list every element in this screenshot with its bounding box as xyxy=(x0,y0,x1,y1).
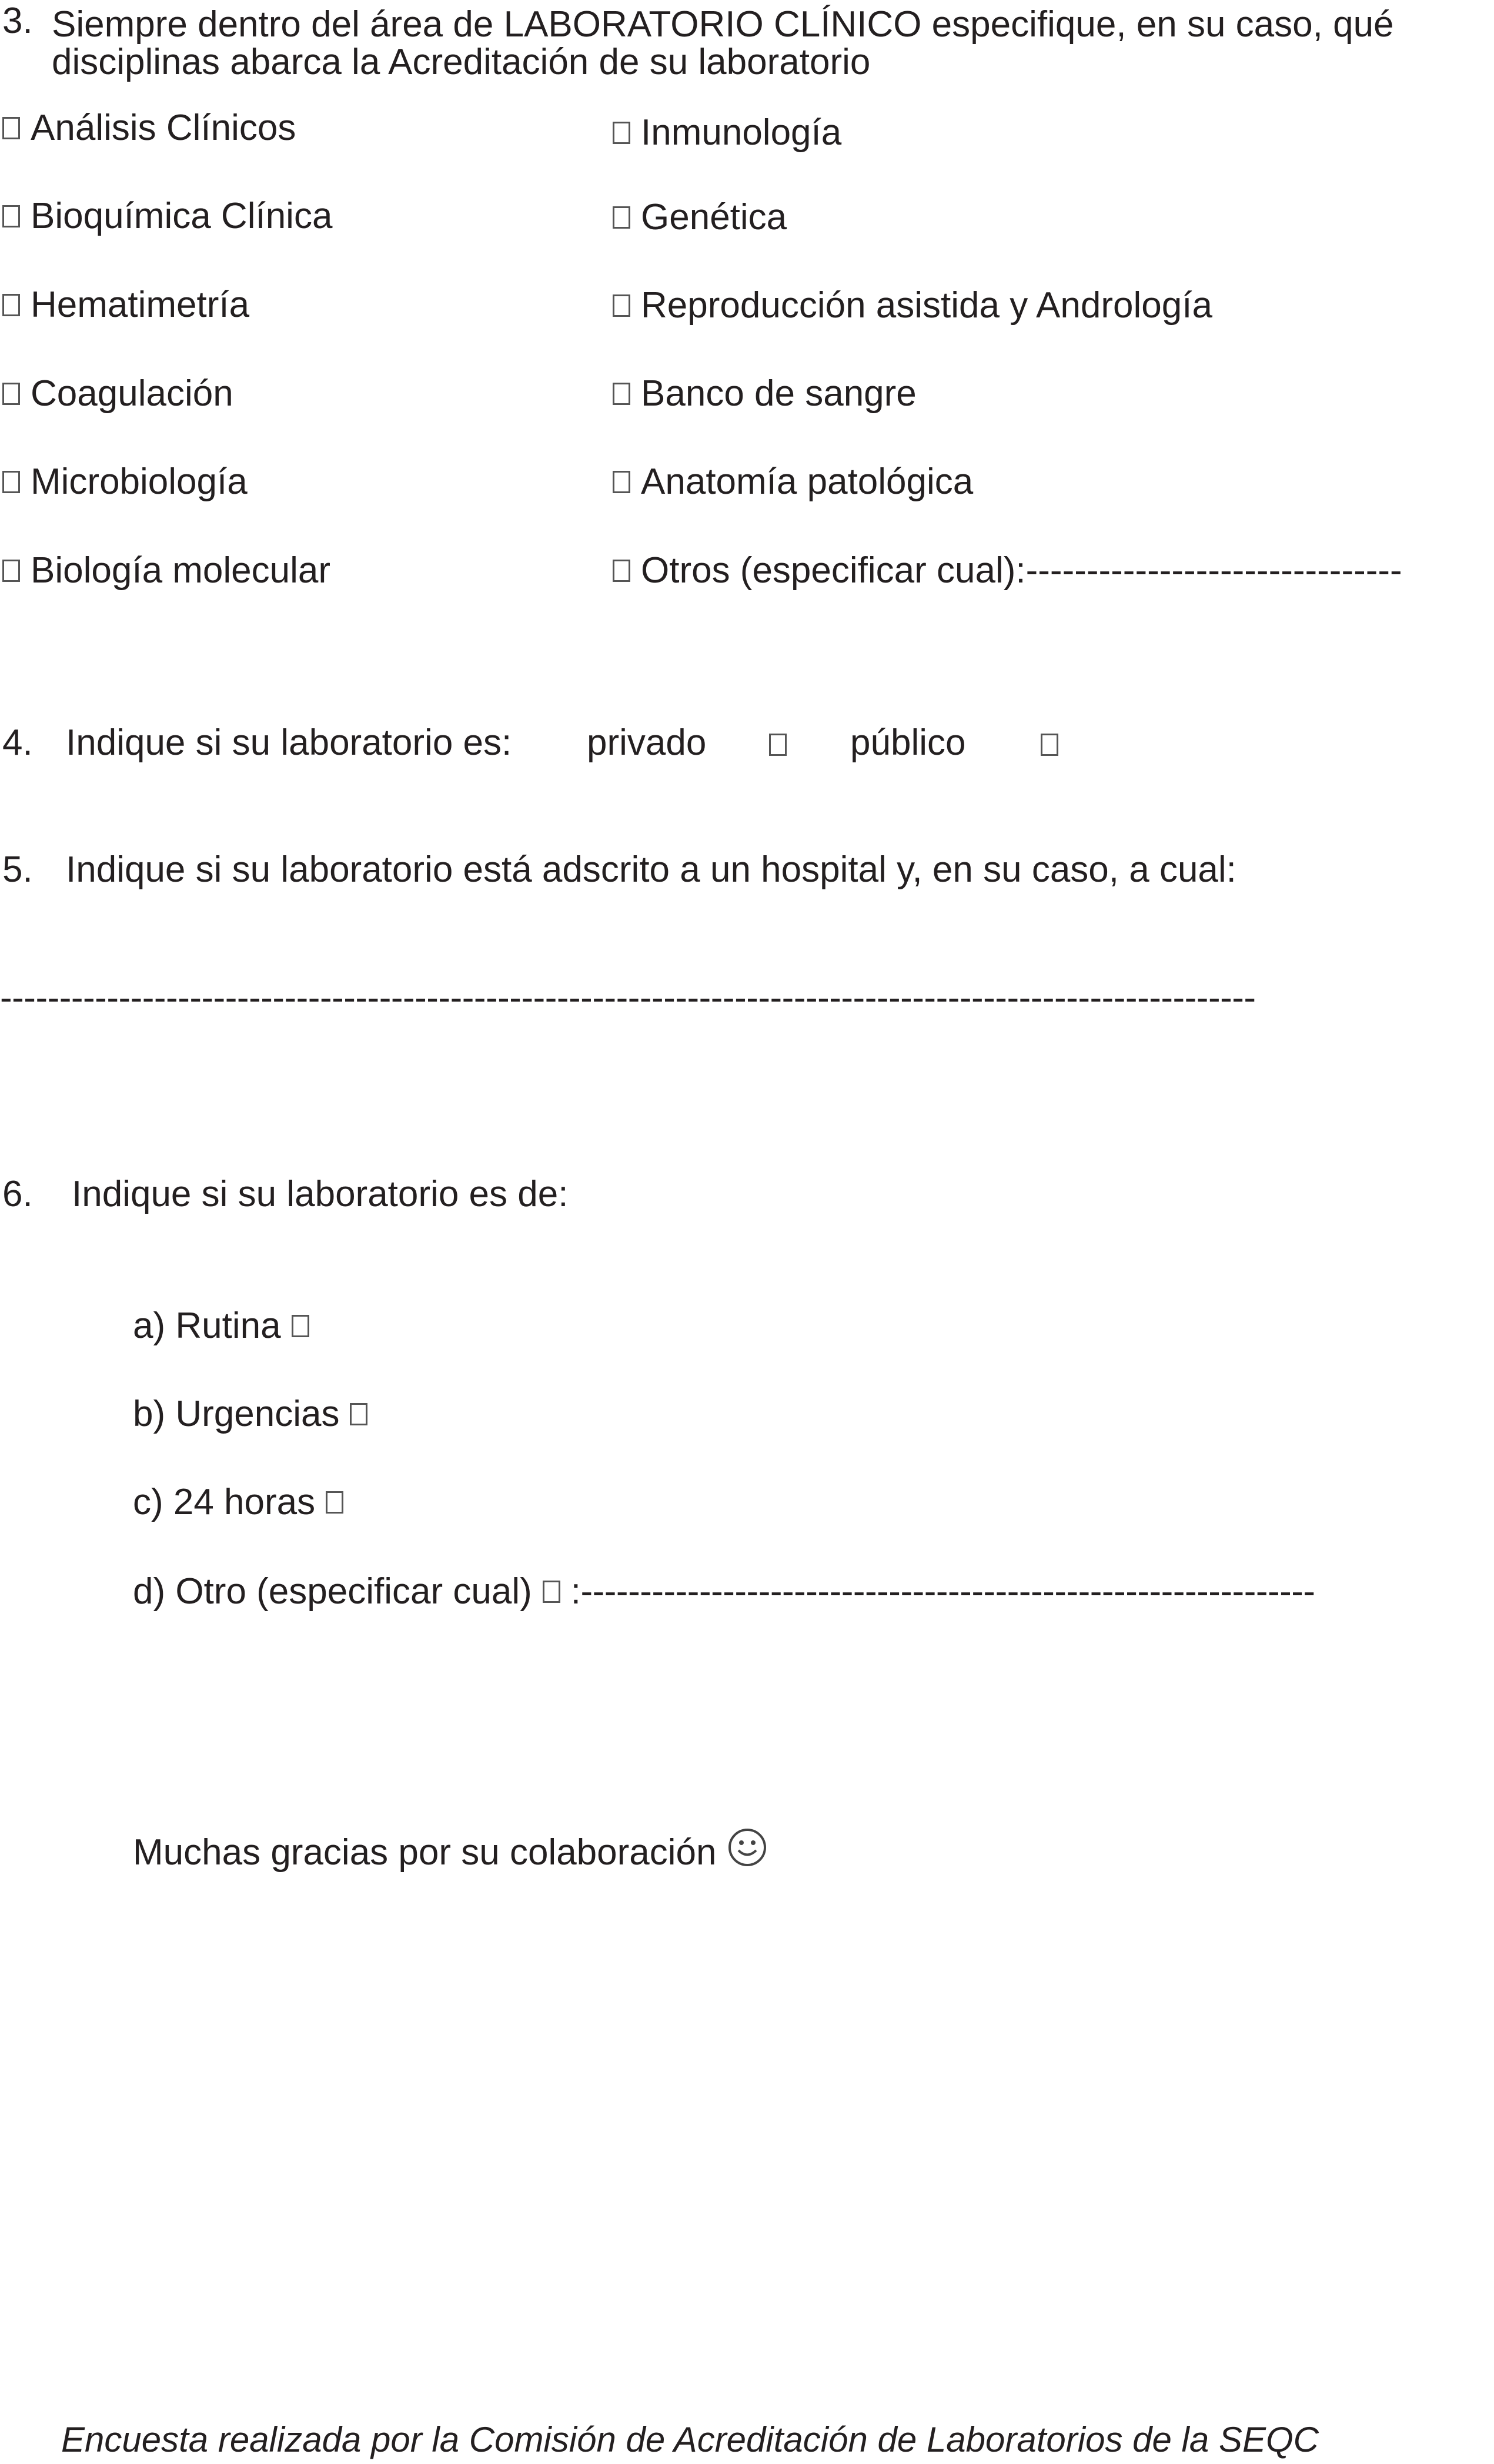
checkbox[interactable] xyxy=(2,117,20,139)
option-hematimetria[interactable] xyxy=(2,284,249,326)
q6-option-urgencias[interactable] xyxy=(133,1393,367,1435)
q5-number: 5. xyxy=(2,849,33,890)
option-otros[interactable] xyxy=(613,550,1402,591)
option-label: Análisis Clínicos xyxy=(31,108,296,148)
q4-option-privado-label: privado xyxy=(587,722,707,763)
checkbox[interactable] xyxy=(2,471,20,493)
checkbox[interactable] xyxy=(2,294,20,316)
option-label: Coagulación xyxy=(31,373,233,414)
option-label: Biología molecular xyxy=(31,550,331,591)
thanks-message xyxy=(133,1827,768,1873)
checkbox[interactable] xyxy=(613,471,630,493)
option-biologia-molecular[interactable] xyxy=(2,550,330,591)
option-analisis-clinicos[interactable] xyxy=(2,107,296,149)
q6-option-24-horas[interactable] xyxy=(133,1481,343,1523)
option-bioquimica-clinica[interactable] xyxy=(2,195,332,237)
q3-number: 3. xyxy=(2,1,33,41)
option-label: Anatomía patológica xyxy=(641,461,974,502)
option-label: Microbiología xyxy=(31,461,248,502)
option-inmunologia[interactable] xyxy=(613,112,841,153)
q5-text: Indique si su laboratorio está adscrito a un hospital y, en su caso, a cual: xyxy=(66,849,1236,890)
option-coagulacion[interactable] xyxy=(2,373,233,414)
option-label: c) 24 horas xyxy=(133,1482,316,1522)
checkbox[interactable] xyxy=(2,383,20,405)
thanks-text: Muchas gracias por su colaboración xyxy=(133,1832,717,1873)
checkbox[interactable] xyxy=(613,206,630,229)
option-label: Inmunología xyxy=(641,112,842,153)
option-label: Hematimetría xyxy=(31,284,250,325)
checkbox[interactable] xyxy=(350,1403,367,1425)
checkbox[interactable] xyxy=(326,1491,343,1514)
q3-text-line1: Siempre dentro del área de LABORATORIO CLÍNICO especifique, en su caso, qué xyxy=(52,4,1394,45)
checkbox[interactable] xyxy=(613,294,630,317)
checkbox[interactable] xyxy=(613,560,630,582)
q3-text-line2: disciplinas abarca la Acreditación de su laboratorio xyxy=(52,42,871,82)
option-label: b) Urgencias xyxy=(133,1394,340,1434)
q6-otro-answer-line[interactable]: :-------------------------------------------------------------- xyxy=(570,1571,1315,1612)
checkbox[interactable] xyxy=(2,205,20,227)
q6-option-otro[interactable] xyxy=(133,1571,1315,1612)
option-label: Genética xyxy=(641,197,787,237)
option-label: Reproducción asistida y Andrología xyxy=(641,285,1212,326)
checkbox[interactable] xyxy=(613,383,630,405)
option-label: Banco de sangre xyxy=(641,373,917,414)
option-label: d) Otro (especificar cual) xyxy=(133,1571,532,1612)
q4-option-publico-label: público xyxy=(850,722,966,763)
q4-publico-checkbox[interactable] xyxy=(1041,734,1058,756)
option-label: a) Rutina xyxy=(133,1305,281,1346)
smiley-icon xyxy=(727,1827,768,1868)
option-microbiologia[interactable] xyxy=(2,461,248,503)
option-genetica[interactable] xyxy=(613,196,787,238)
checkbox[interactable] xyxy=(543,1581,560,1603)
option-reproduccion-asistida[interactable] xyxy=(613,284,1212,326)
option-label: Bioquímica Clínica xyxy=(31,196,333,236)
checkbox[interactable] xyxy=(613,122,630,144)
checkbox[interactable] xyxy=(2,560,20,582)
option-anatomia-patologica[interactable] xyxy=(613,461,973,503)
q6-option-rutina[interactable] xyxy=(133,1305,309,1347)
footer-note: Encuesta realizada por la Comisión de Acreditación de Laboratorios de la SEQC xyxy=(61,2420,1319,2459)
q6-text: Indique si su laboratorio es de: xyxy=(72,1174,569,1214)
q4-number: 4. xyxy=(2,722,33,763)
q5-answer-line[interactable]: ---------------------------------------------------------------------------------------------------------- xyxy=(0,977,1256,1018)
checkbox[interactable] xyxy=(292,1315,309,1337)
option-banco-de-sangre[interactable] xyxy=(613,373,917,414)
q4-privado-checkbox[interactable] xyxy=(769,734,787,756)
q4-text: Indique si su laboratorio es: xyxy=(66,722,512,763)
q6-number: 6. xyxy=(2,1174,33,1214)
option-label: Otros (especificar cual):------------------------------- xyxy=(641,550,1402,591)
